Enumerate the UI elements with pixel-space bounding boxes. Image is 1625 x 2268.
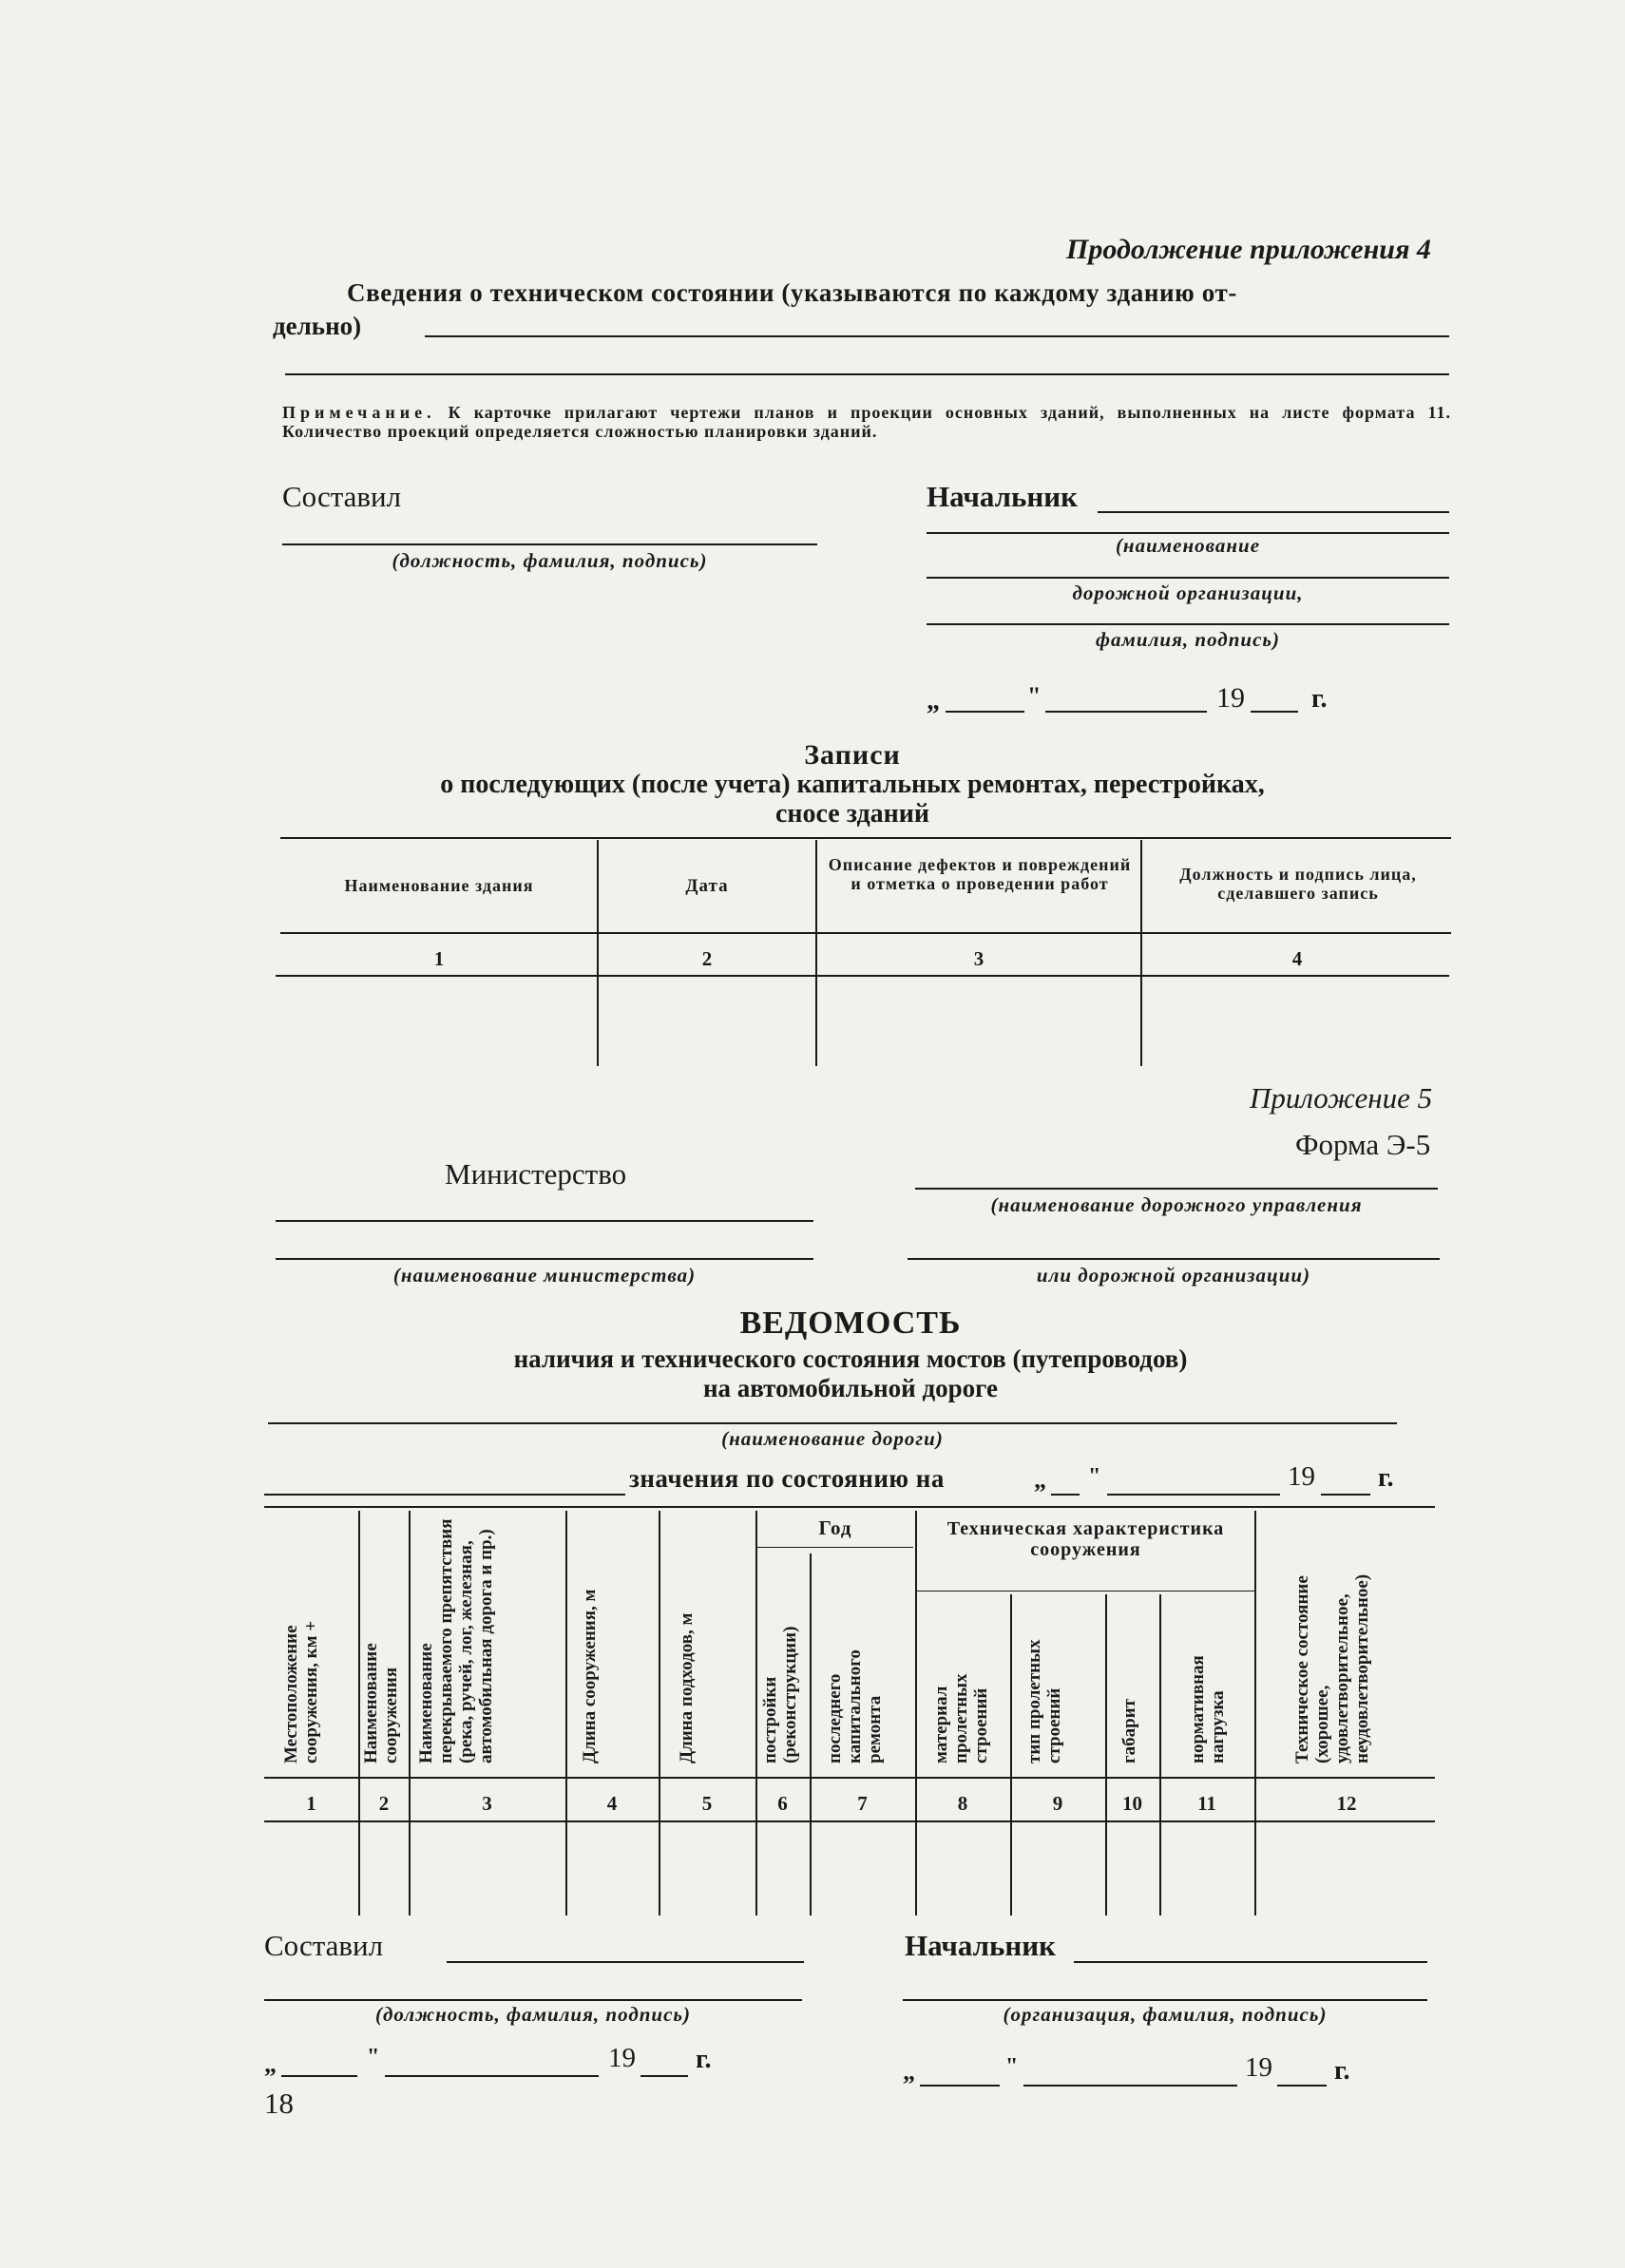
note-text <box>282 403 1451 441</box>
col-header-6: постройки (реконструкции) <box>760 1626 800 1763</box>
col-header-10: габарит <box>1119 1699 1139 1763</box>
bl-date-year-line <box>640 2075 688 2077</box>
records-header-4: Должность и подпись лица, сделавшего запись <box>1179 865 1417 903</box>
top-date-quote-open: „ <box>927 686 940 715</box>
bl-date-month-line <box>385 2075 599 2077</box>
tech-state-line-2: дельно) <box>273 312 362 340</box>
br-date-year: 19 <box>1245 2052 1272 2083</box>
vedomost-subtitle-2: на автомобильной дороге <box>702 1374 999 1402</box>
records-num-1: 1 <box>433 947 445 970</box>
records-header-1: Наименование здания <box>344 876 534 895</box>
chief-line-3 <box>927 577 1449 579</box>
records-num-2: 2 <box>701 947 713 970</box>
status-day-line <box>1051 1494 1080 1496</box>
col-sep-8 <box>1010 1594 1012 1915</box>
col-num-1: 1 <box>306 1792 316 1815</box>
appendix5-form: Форма Э-5 <box>1295 1128 1431 1161</box>
chief-caption-2: дорожной организации, <box>1072 581 1304 604</box>
records-num-4: 4 <box>1291 947 1303 970</box>
status-prefix-line <box>264 1494 625 1496</box>
col-num-5: 5 <box>701 1792 713 1815</box>
col-header-7: последнего капитального ремонта <box>825 1649 885 1763</box>
col-num-12: 12 <box>1336 1792 1357 1815</box>
col-num-6: 6 <box>777 1792 788 1815</box>
br-date-day-line <box>920 2085 1000 2087</box>
records-title: Записи <box>804 739 901 771</box>
br-date-g: г. <box>1334 2056 1350 2086</box>
records-num-3: 3 <box>973 947 985 970</box>
chief-label: Начальник <box>927 480 1078 513</box>
col-num-7: 7 <box>857 1792 868 1815</box>
col-num-11: 11 <box>1197 1792 1216 1815</box>
records-subtitle-2: сносе зданий <box>774 799 930 829</box>
group-year-header: Год <box>818 1516 852 1539</box>
records-vline-1 <box>597 840 599 1066</box>
br-date-quote-open: „ <box>903 2058 915 2086</box>
org-caption-1: (наименование дорожного управления <box>990 1193 1363 1216</box>
status-quote-open: „ <box>1034 1466 1046 1494</box>
col-num-8: 8 <box>957 1792 968 1815</box>
records-header-rule <box>280 932 1451 934</box>
records-num-rule <box>276 975 1449 977</box>
tech-state-fill-line <box>425 335 1449 337</box>
col-header-1: Местоположение сооружения, км + <box>281 1620 321 1763</box>
col-sep-2 <box>409 1511 411 1915</box>
page-number: 18 <box>264 2087 294 2120</box>
col-sep-10 <box>1159 1594 1161 1915</box>
col-header-2: Наименование сооружения <box>361 1643 401 1763</box>
col-sep-9 <box>1105 1594 1107 1915</box>
vedomost-title: ВЕДОМОСТЬ <box>739 1306 962 1341</box>
ministry-line-1 <box>276 1220 813 1222</box>
status-text: значения по состоянию на <box>629 1464 945 1493</box>
ministry-line-2 <box>276 1258 813 1260</box>
status-month-line <box>1107 1494 1280 1496</box>
col-num-2: 2 <box>378 1792 390 1815</box>
road-caption: (наименование дороги) <box>721 1427 944 1450</box>
chief-caption-3: фамилия, подпись) <box>1096 628 1280 651</box>
tech-state-line-1: Сведения о техническом состоянии (указываются по каждому зданию от- <box>347 278 1237 307</box>
continuation-heading: Продолжение приложения 4 <box>1066 234 1431 265</box>
col-header-11: нормативная нагрузка <box>1188 1655 1228 1763</box>
ministry-label: Министерство <box>445 1157 627 1191</box>
ministry-caption: (наименование министерства) <box>392 1264 697 1286</box>
bottom-compiled-label: Составил <box>264 1929 384 1962</box>
br-date-month-line <box>1023 2085 1237 2087</box>
col-sep-5 <box>755 1511 757 1915</box>
col-header-9: тип пролетных строений <box>1024 1639 1064 1763</box>
top-date-month-line <box>1045 711 1207 713</box>
org-caption-2: или дорожной организации) <box>1036 1264 1311 1286</box>
org-line-2 <box>908 1258 1440 1260</box>
status-year-line <box>1321 1494 1370 1496</box>
bl-date-year: 19 <box>608 2043 636 2073</box>
status-g: г. <box>1378 1463 1394 1493</box>
chief-line-1 <box>1098 511 1449 513</box>
compiled-by-line <box>282 543 817 545</box>
records-header-2: Дата <box>685 876 729 896</box>
bottom-compiled-caption: (должность, фамилия, подпись) <box>374 2003 692 2026</box>
col-header-3: Наименование перекрываемого препятствия (река, ручей, лог, железная, автомобильная дорога и пр.) <box>416 1518 496 1763</box>
bottom-chief-label: Начальник <box>905 1929 1056 1962</box>
col-sep-3 <box>565 1511 567 1915</box>
bottom-chief-caption: (организация, фамилия, подпись) <box>1003 2003 1328 2026</box>
col-sep-4 <box>659 1511 660 1915</box>
top-date-day-line <box>946 711 1024 713</box>
vedomost-subtitle-1: наличия и технического состояния мостов (путепроводов) <box>513 1344 1188 1373</box>
compiled-by-caption: (должность, фамилия, подпись) <box>392 549 708 572</box>
records-vline-3 <box>1140 840 1142 1066</box>
group-tech-header: Техническая характеристика сооружения <box>946 1518 1225 1560</box>
records-subtitle-1: о последующих (после учета) капитальных ремонтах, перестройках, <box>440 770 1265 799</box>
bottom-compiled-line-1 <box>447 1961 804 1963</box>
road-line <box>268 1422 1397 1424</box>
table-num-rule <box>264 1820 1435 1822</box>
table-header-rule <box>264 1777 1435 1779</box>
bottom-chief-line-1 <box>1074 1961 1427 1963</box>
records-header-3: Описание дефектов и повреждений и отметка о проведении работ <box>828 855 1132 893</box>
top-date-g: г. <box>1311 684 1328 714</box>
org-line-1 <box>915 1188 1438 1190</box>
col-num-3: 3 <box>482 1792 492 1815</box>
col-sep-6 <box>810 1553 812 1915</box>
bl-date-g: г. <box>696 2045 712 2074</box>
col-sep-1 <box>358 1511 360 1915</box>
top-date-year-line <box>1251 711 1298 713</box>
col-header-4: Длина сооружения, м <box>580 1589 600 1763</box>
bl-date-day-line <box>281 2075 357 2077</box>
chief-line-4 <box>927 623 1449 625</box>
top-date-year: 19 <box>1216 682 1245 714</box>
status-year: 19 <box>1288 1461 1315 1492</box>
br-date-year-line <box>1277 2085 1327 2087</box>
table-top-rule <box>264 1506 1435 1508</box>
col-header-12: Техническое состояние (хорошее, удовлетворительное, неудовлетворительное) <box>1292 1573 1372 1763</box>
bl-date-quote-close: " <box>367 2045 380 2069</box>
col-num-10: 10 <box>1122 1792 1142 1815</box>
br-date-quote-close: " <box>1005 2054 1019 2079</box>
tech-state-fill-line-2 <box>285 373 1449 375</box>
col-header-8: материал пролетных строений <box>931 1673 991 1763</box>
col-sep-7 <box>915 1511 917 1915</box>
status-quote-close: " <box>1088 1464 1101 1489</box>
note-lead: Примечание. <box>282 403 436 422</box>
appendix5-title: Приложение 5 <box>1250 1081 1433 1115</box>
group-year-rule <box>757 1547 913 1548</box>
col-num-9: 9 <box>1052 1792 1063 1815</box>
chief-caption-1: (наименование <box>1115 534 1261 557</box>
bottom-compiled-line-2 <box>264 1999 802 2001</box>
bl-date-quote-open: „ <box>264 2050 277 2078</box>
records-top-rule <box>280 837 1451 839</box>
col-sep-11 <box>1254 1511 1256 1915</box>
col-num-4: 4 <box>606 1792 618 1815</box>
records-vline-2 <box>815 840 817 1066</box>
compiled-by-label: Составил <box>282 480 402 513</box>
col-header-5: Длина подходов, м <box>677 1612 697 1763</box>
top-date-quote-close: " <box>1027 682 1042 710</box>
note-body: К карточке прилагают чертежи планов и проекции основных зданий, выполненных на листе формата 11. Количество проекций определяется сложностью планировки зданий. <box>282 403 1451 441</box>
bottom-chief-line-2 <box>903 1999 1427 2001</box>
